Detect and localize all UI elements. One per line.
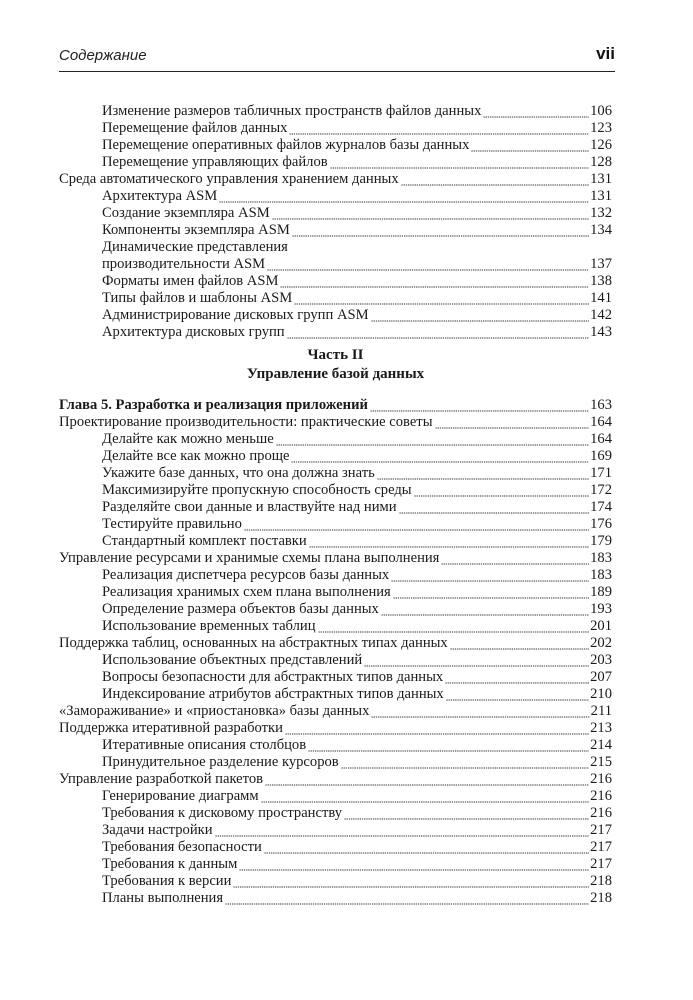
dot-leader bbox=[280, 273, 589, 290]
dot-leader bbox=[441, 550, 589, 567]
toc-subsection-entry[interactable] bbox=[59, 431, 612, 448]
toc-entry-title: Среда автоматического управления хранением данных bbox=[59, 171, 399, 187]
toc-entry-title: Делайте как можно меньше bbox=[102, 431, 274, 447]
toc-entry-page: 176 bbox=[590, 516, 612, 532]
toc-subsection-entry[interactable] bbox=[59, 533, 612, 550]
dot-leader bbox=[435, 414, 590, 431]
dot-leader bbox=[381, 601, 589, 618]
toc-entry-title: Требования безопасности bbox=[102, 839, 262, 855]
toc-section-bottom bbox=[59, 397, 612, 907]
toc-subsection-entry[interactable] bbox=[59, 822, 612, 839]
toc-entry-title: Использование объектных представлений bbox=[102, 652, 363, 668]
dot-leader bbox=[391, 567, 589, 584]
toc-entry-title: Индексирование атрибутов абстрактных типов данных bbox=[102, 686, 444, 702]
toc-entry-page: 179 bbox=[590, 533, 612, 549]
toc-entry-page: 172 bbox=[590, 482, 612, 498]
dot-leader bbox=[330, 154, 589, 171]
dot-leader bbox=[264, 839, 589, 856]
dot-leader bbox=[364, 652, 589, 669]
dot-leader bbox=[471, 137, 589, 154]
toc-entry-page: 138 bbox=[590, 273, 612, 289]
toc-entry-continuation: Динамические представления bbox=[102, 239, 288, 255]
toc-subsection-entry[interactable] bbox=[59, 448, 612, 465]
toc-entry-page: 163 bbox=[590, 397, 612, 413]
toc-subsection-entry[interactable] bbox=[59, 839, 612, 856]
toc-entry-page: 164 bbox=[590, 431, 612, 447]
toc-section-entry[interactable] bbox=[59, 397, 612, 414]
dot-leader bbox=[291, 448, 589, 465]
toc-entry-title: Требования к версии bbox=[102, 873, 232, 889]
dot-leader bbox=[233, 873, 589, 890]
dot-leader bbox=[445, 669, 589, 686]
toc-entry-page: 207 bbox=[590, 669, 612, 685]
toc-entry-page: 203 bbox=[590, 652, 612, 668]
toc-entry-page: 189 bbox=[590, 584, 612, 600]
toc-subsection-entry[interactable] bbox=[59, 567, 612, 584]
dot-leader bbox=[450, 635, 589, 652]
toc-entry-page: 213 bbox=[590, 720, 612, 736]
toc-subsection-entry[interactable] bbox=[59, 465, 612, 482]
toc-entry-title: Поддержка таблиц, основанных на абстрактных типах данных bbox=[59, 635, 448, 651]
toc-entry-title: Управление ресурсами и хранимые схемы плана выполнения bbox=[59, 550, 440, 566]
toc-entry-title: Использование временных таблиц bbox=[102, 618, 316, 634]
toc-entry-page: 193 bbox=[590, 601, 612, 617]
toc-entry-page: 211 bbox=[590, 703, 612, 719]
dot-leader bbox=[219, 188, 589, 205]
dot-leader bbox=[289, 120, 589, 137]
toc-entry-page: 169 bbox=[590, 448, 612, 464]
toc-entry-page: 132 bbox=[590, 205, 612, 221]
toc-entry-page: 128 bbox=[590, 154, 612, 170]
toc-subsection-entry[interactable] bbox=[59, 137, 612, 154]
toc-entry-title: Управление разработкой пакетов bbox=[59, 771, 264, 787]
dot-leader bbox=[399, 499, 590, 516]
toc-entry-page: 214 bbox=[590, 737, 612, 753]
dot-leader bbox=[265, 771, 589, 788]
toc-section-entry[interactable] bbox=[59, 771, 612, 788]
toc-subsection-entry[interactable] bbox=[59, 499, 612, 516]
toc-entry-page: 210 bbox=[590, 686, 612, 702]
toc-entry-page: 131 bbox=[590, 188, 612, 204]
dot-leader bbox=[371, 307, 590, 324]
toc-subsection-entry[interactable] bbox=[59, 584, 612, 601]
toc-section-top bbox=[59, 103, 612, 341]
dot-leader bbox=[344, 805, 589, 822]
toc-entry-title: Проектирование производительности: практические советы bbox=[59, 414, 433, 430]
header-rule bbox=[59, 71, 615, 72]
dot-leader bbox=[267, 256, 589, 273]
toc-entry-title: Требования к данным bbox=[102, 856, 238, 872]
toc-subsection-entry[interactable] bbox=[59, 222, 612, 239]
toc-entry-page: 164 bbox=[590, 414, 612, 430]
toc-subsection-entry[interactable] bbox=[59, 686, 612, 703]
toc-subsection-entry[interactable] bbox=[59, 805, 612, 822]
toc-entry-page: 217 bbox=[590, 856, 612, 872]
toc-entry-title: Вопросы безопасности для абстрактных типов данных bbox=[102, 669, 444, 685]
running-header-title: Содержание bbox=[59, 47, 147, 64]
toc-subsection-entry[interactable] bbox=[59, 652, 612, 669]
toc-entry-page: 217 bbox=[590, 822, 612, 838]
toc-subsection-entry[interactable] bbox=[59, 618, 612, 635]
part-heading bbox=[59, 346, 612, 384]
dot-leader bbox=[272, 205, 589, 222]
dot-leader bbox=[225, 890, 589, 907]
toc-entry-page: 217 bbox=[590, 839, 612, 855]
toc-entry-title: Перемещение файлов данных bbox=[102, 120, 288, 136]
toc-subsection-entry[interactable] bbox=[59, 256, 612, 273]
toc-entry-title: Архитектура ASM bbox=[102, 188, 218, 204]
toc-entry-page: 126 bbox=[590, 137, 612, 153]
toc-entry-title: Перемещение управляющих файлов bbox=[102, 154, 328, 170]
dot-leader bbox=[393, 584, 589, 601]
dot-leader bbox=[483, 103, 589, 120]
toc-subsection-entry[interactable] bbox=[59, 120, 612, 137]
dot-leader bbox=[371, 703, 589, 720]
toc-entry-title: Генерирование диаграмм bbox=[102, 788, 259, 804]
toc-subsection-entry[interactable] bbox=[59, 273, 612, 290]
toc-section-entry[interactable] bbox=[59, 720, 612, 737]
toc-entry-title: Поддержка итеративной разработки bbox=[59, 720, 283, 736]
dot-leader bbox=[215, 822, 590, 839]
running-header-page-number: vii bbox=[596, 44, 615, 63]
toc-entry-page: 202 bbox=[590, 635, 612, 651]
toc-entry-title: Глава 5. Разработка и реализация приложений bbox=[59, 397, 368, 413]
toc-entry-page: 218 bbox=[590, 873, 612, 889]
part-title: Управление базой данных bbox=[246, 366, 425, 382]
toc-entry-title: Реализация хранимых схем плана выполнения bbox=[102, 584, 391, 600]
toc-entry-title: Типы файлов и шаблоны ASM bbox=[102, 290, 293, 306]
toc-entry-title: Принудительное разделение курсоров bbox=[102, 754, 339, 770]
toc-subsection-entry[interactable] bbox=[59, 103, 612, 120]
toc-entry-page: 201 bbox=[590, 618, 612, 634]
toc-section-entry[interactable] bbox=[59, 414, 612, 431]
toc-subsection-entry[interactable] bbox=[59, 290, 612, 307]
toc-subsection-entry[interactable] bbox=[59, 873, 612, 890]
toc-entry-page: 174 bbox=[590, 499, 612, 515]
toc-section-entry[interactable] bbox=[59, 703, 612, 720]
toc-entry-page: 216 bbox=[590, 771, 612, 787]
toc-entry-title: Администрирование дисковых групп ASM bbox=[102, 307, 369, 323]
running-header bbox=[59, 40, 615, 70]
toc-subsection-entry[interactable] bbox=[59, 754, 612, 771]
toc-entry-page: 216 bbox=[590, 788, 612, 804]
dot-leader bbox=[370, 397, 589, 414]
toc-subsection-entry[interactable] bbox=[59, 482, 612, 499]
dot-leader bbox=[261, 788, 589, 805]
dot-leader bbox=[292, 222, 589, 239]
dot-leader bbox=[401, 171, 589, 188]
toc-entry-page: 142 bbox=[590, 307, 612, 323]
toc-entry-title: Стандартный комплект поставки bbox=[102, 533, 307, 549]
dot-leader bbox=[285, 720, 589, 737]
toc-subsection-entry[interactable] bbox=[59, 669, 612, 686]
toc-entry-page: 171 bbox=[590, 465, 612, 481]
toc-subsection-entry[interactable] bbox=[59, 601, 612, 618]
toc-entry-page: 131 bbox=[590, 171, 612, 187]
dot-leader bbox=[318, 618, 590, 635]
toc-entry-title: Архитектура дисковых групп bbox=[102, 324, 285, 340]
dot-leader bbox=[308, 737, 589, 754]
toc-entry-title: Реализация диспетчера ресурсов базы данных bbox=[102, 567, 390, 583]
toc-subsection-entry[interactable] bbox=[59, 856, 612, 873]
toc-entry-page: 141 bbox=[590, 290, 612, 306]
toc-entry-title: Перемещение оперативных файлов журналов базы данных bbox=[102, 137, 470, 153]
toc-entry-title: Укажите базе данных, что она должна знать bbox=[102, 465, 375, 481]
toc-entry-title: Итеративные описания столбцов bbox=[102, 737, 307, 753]
toc-entry-title: Изменение размеров табличных пространств файлов данных bbox=[102, 103, 482, 119]
toc-entry-title: Требования к дисковому пространству bbox=[102, 805, 343, 821]
toc-entry-title: Тестируйте правильно bbox=[102, 516, 242, 532]
toc-subsection-entry[interactable] bbox=[59, 307, 612, 324]
dot-leader bbox=[294, 290, 589, 307]
toc-entry-page: 137 bbox=[590, 256, 612, 272]
dot-leader bbox=[377, 465, 589, 482]
toc-entry-title: Максимизируйте пропускную способность среды bbox=[102, 482, 412, 498]
toc-subsection-entry[interactable] bbox=[59, 324, 612, 341]
toc-entry-title: Создание экземпляра ASM bbox=[102, 205, 270, 221]
dot-leader bbox=[309, 533, 589, 550]
toc-entry-title: Задачи настройки bbox=[102, 822, 213, 838]
toc-subsection-entry[interactable] bbox=[59, 890, 612, 907]
toc-subsection-entry[interactable] bbox=[59, 205, 612, 222]
toc-entry-page: 215 bbox=[590, 754, 612, 770]
toc-entry-title: Компоненты экземпляра ASM bbox=[102, 222, 290, 238]
toc-entry-title: Делайте все как можно проще bbox=[102, 448, 290, 464]
toc-entry-page: 183 bbox=[590, 567, 612, 583]
dot-leader bbox=[239, 856, 589, 873]
dot-leader bbox=[446, 686, 589, 703]
toc-section-entry[interactable] bbox=[59, 550, 612, 567]
toc-entry-page: 218 bbox=[590, 890, 612, 906]
toc-subsection-entry[interactable] bbox=[59, 737, 612, 754]
toc-entry-title: производительности ASM bbox=[102, 256, 266, 272]
toc-entry-title: Планы выполнения bbox=[102, 890, 224, 906]
dot-leader bbox=[244, 516, 589, 533]
dot-leader bbox=[276, 431, 589, 448]
toc-entry-title: Разделяйте свои данные и властвуйте над ними bbox=[102, 499, 397, 515]
toc-entry-title: Форматы имен файлов ASM bbox=[102, 273, 279, 289]
toc-section-entry[interactable] bbox=[59, 171, 612, 188]
toc-entry-page: 183 bbox=[590, 550, 612, 566]
toc-subsection-entry[interactable] bbox=[59, 154, 612, 171]
toc-entry-page: 143 bbox=[590, 324, 612, 340]
toc-entry-page: 106 bbox=[590, 103, 612, 119]
part-number: Часть II bbox=[307, 347, 364, 363]
toc-entry-page: 123 bbox=[590, 120, 612, 136]
toc-entry-page: 216 bbox=[590, 805, 612, 821]
toc-subsection-entry[interactable] bbox=[59, 516, 612, 533]
toc-section-entry[interactable] bbox=[59, 635, 612, 652]
dot-leader bbox=[341, 754, 589, 771]
toc-entry-title: Определение размера объектов базы данных bbox=[102, 601, 379, 617]
toc-subsection-entry[interactable] bbox=[59, 188, 612, 205]
toc-entry-title: «Замораживание» и «приостановка» базы данных bbox=[59, 703, 370, 719]
dot-leader bbox=[414, 482, 590, 499]
dot-leader bbox=[287, 324, 590, 341]
toc-entry-page: 134 bbox=[590, 222, 612, 238]
toc-subsection-entry[interactable] bbox=[59, 788, 612, 805]
